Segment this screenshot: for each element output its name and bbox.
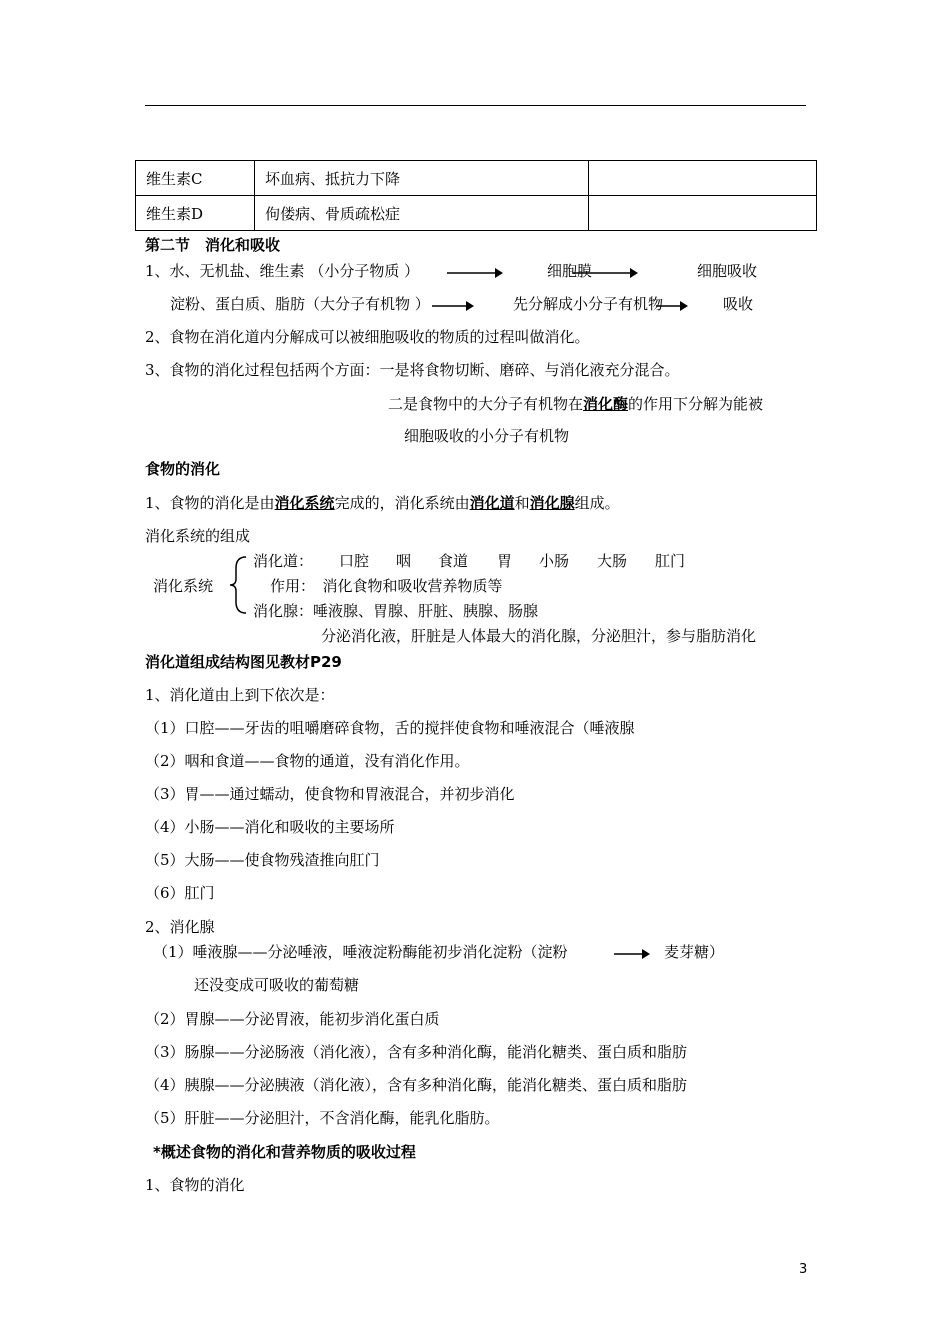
arrow-right-icon — [432, 299, 474, 313]
list-item: （5）大肠——使食物残渣推向肛门 — [145, 851, 380, 869]
table-cell: 佝偻病、骨质疏松症 — [255, 196, 589, 231]
page-number: 3 — [799, 1262, 808, 1277]
absorb-line-large: 淀粉、蛋白质、脂肪（大分子有机物 ） — [170, 295, 430, 313]
arrow-right-icon — [656, 299, 688, 313]
list-item: （3）肠腺——分泌肠液（消化液），含有多种消化酶，能消化糖类、蛋白质和脂肪 — [145, 1043, 688, 1061]
paragraph: 2、食物在消化道内分解成可以被细胞吸收的物质的过程叫做消化。 — [145, 328, 590, 346]
key-term: 消化腺 — [529, 494, 575, 512]
vitamin-table — [135, 160, 817, 231]
table-cell — [589, 196, 817, 231]
paragraph: 1、食物的消化 — [145, 1176, 245, 1194]
list-item: （1）唾液腺——分泌唾液，唾液淀粉酶能初步消化淀粉（淀粉 — [153, 943, 568, 961]
table-cell: 坏血病、抵抗力下降 — [255, 161, 589, 196]
absorb-label: 吸收 — [723, 295, 754, 313]
tract-item: 胃 — [497, 552, 513, 570]
system-label: 消化系统 — [153, 577, 214, 595]
arrow-right-icon — [572, 266, 638, 280]
decompose-label: 先分解成小分子有机物 — [513, 295, 664, 313]
header-rule — [145, 105, 806, 106]
section-heading: 食物的消化 — [145, 460, 221, 478]
section-heading: 消化道组成结构图见教材P29 — [145, 653, 342, 671]
paragraph: 细胞吸收的小分子有机物 — [404, 427, 570, 445]
section-heading: 第二节 消化和吸收 — [145, 236, 281, 254]
list-item: （1）口腔——牙齿的咀嚼磨碎食物，舌的搅拌使食物和唾液混合（唾液腺 — [145, 719, 635, 737]
list-item: （4）小肠——消化和吸收的主要场所 — [145, 818, 395, 836]
table-row — [136, 161, 817, 196]
section-heading: *概述食物的消化和营养物质的吸收过程 — [153, 1143, 416, 1161]
tract-item: 小肠 — [539, 552, 570, 570]
paragraph: 1、消化道由上到下依次是： — [145, 686, 335, 704]
paragraph: 消化系统的组成 — [145, 527, 251, 545]
maltose-label: 麦芽糖） — [664, 943, 725, 961]
key-term: 消化道 — [469, 494, 515, 512]
enzyme-term: 消化酶 — [583, 395, 629, 413]
table-row — [136, 196, 817, 231]
paragraph: 1、食物的消化是由消化系统完成的，消化系统由消化道和消化腺组成。 — [145, 494, 620, 512]
paragraph: 2、消化腺 — [145, 918, 215, 936]
function-line: 作用： 消化食物和吸收营养物质等 — [270, 577, 503, 595]
table-cell — [589, 161, 817, 196]
glands-line: 消化腺：唾液腺、胃腺、肝脏、胰腺、肠腺 — [253, 602, 539, 620]
list-item: （6）肛门 — [145, 884, 215, 902]
list-item: （5）肝脏——分泌胆汁，不含消化酶，能乳化脂肪。 — [145, 1109, 500, 1127]
list-item-continued: 还没变成可吸收的葡萄糖 — [194, 976, 360, 994]
brace-icon — [228, 556, 250, 614]
arrow-right-icon — [447, 266, 503, 280]
table-cell: 维生素C — [136, 161, 255, 196]
glands-note: 分泌消化液，肝脏是人体最大的消化腺，分泌胆汁，参与脂肪消化 — [321, 627, 757, 645]
paragraph: 二是食物中的大分子有机物在消化酶的作用下分解为能被 — [388, 395, 764, 413]
key-term: 消化系统 — [274, 494, 335, 512]
tract-item: 肛门 — [655, 552, 686, 570]
list-item: （3）胃——通过蠕动，使食物和胃液混合，并初步消化 — [145, 785, 515, 803]
list-item: （2）咽和食道——食物的通道，没有消化作用。 — [145, 752, 470, 770]
cell-membrane-label: 细胞膜 — [547, 262, 593, 280]
tract-item: 食道 — [438, 552, 469, 570]
list-item: （4）胰腺——分泌胰液（消化液），含有多种消化酶，能消化糖类、蛋白质和脂肪 — [145, 1076, 688, 1094]
cell-absorb-label: 细胞吸收 — [697, 262, 758, 280]
absorb-line-small: 1、水、无机盐、维生素 （小分子物质 ） — [145, 262, 420, 280]
tract-label: 消化道： — [253, 552, 314, 570]
table-cell: 维生素D — [136, 196, 255, 231]
tract-item: 口腔 — [339, 552, 370, 570]
tract-item: 大肠 — [597, 552, 628, 570]
paragraph: 3、食物的消化过程包括两个方面：一是将食物切断、磨碎、与消化液充分混合。 — [145, 361, 680, 379]
tract-item: 咽 — [396, 552, 412, 570]
arrow-right-icon — [614, 947, 650, 961]
list-item: （2）胃腺——分泌胃液，能初步消化蛋白质 — [145, 1010, 440, 1028]
